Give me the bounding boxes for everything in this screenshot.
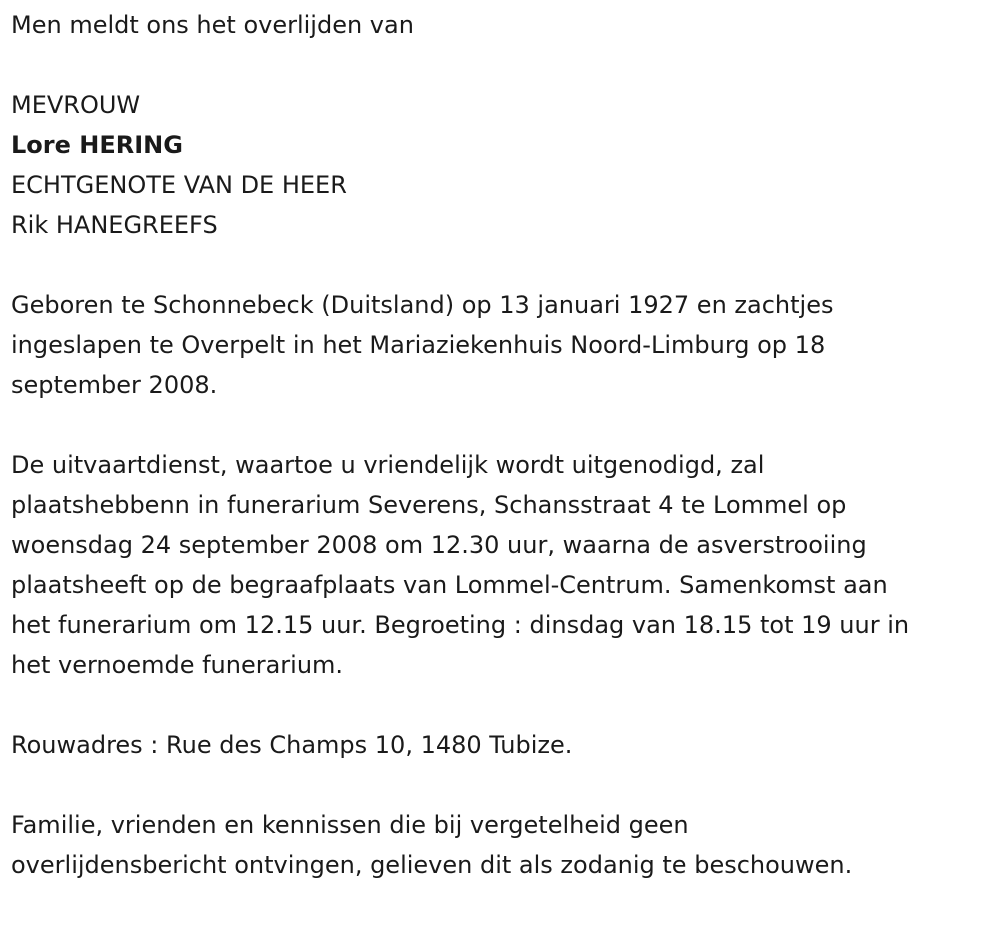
mourning-address: Rouwadres : Rue des Champs 10, 1480 Tubize. xyxy=(11,731,573,759)
title-prefix: MEVROUW xyxy=(11,91,141,119)
spacer xyxy=(11,405,1000,445)
closing-paragraph xyxy=(11,805,1000,885)
paragraph-line: De uitvaartdienst, waartoe u vriendelijk wordt uitgenodigd, zal xyxy=(11,451,765,479)
paragraph-line: het funerarium om 12.15 uur. Begroeting : dinsdag van 18.15 tot 19 uur in xyxy=(11,611,910,639)
paragraph-line: plaatshebbenn in funerarium Severens, Schansstraat 4 te Lommel op xyxy=(11,491,847,519)
paragraph-line: plaatsheeft op de begraafplaats van Lommel-Centrum. Samenkomst aan xyxy=(11,571,888,599)
paragraph-line: Familie, vrienden en kennissen die bij vergetelheid geen xyxy=(11,811,689,839)
birth-death-paragraph xyxy=(11,285,1000,405)
paragraph-line: ingeslapen te Overpelt in het Mariaziekenhuis Noord-Limburg op 18 xyxy=(11,331,826,359)
deceased-name: Lore HERING xyxy=(11,131,183,159)
paragraph-line: het vernoemde funerarium. xyxy=(11,651,344,679)
spacer xyxy=(11,45,1000,85)
paragraph-line: Geboren te Schonnebeck (Duitsland) op 13 januari 1927 en zachtjes xyxy=(11,291,834,319)
intro-text: Men meldt ons het overlijden van xyxy=(11,11,414,39)
ceremony-paragraph xyxy=(11,445,1000,685)
spacer xyxy=(11,765,1000,805)
spacer xyxy=(11,685,1000,725)
spacer xyxy=(11,245,1000,285)
paragraph-line: woensdag 24 september 2008 om 12.30 uur, waarna de asverstrooiing xyxy=(11,531,867,559)
paragraph-line: september 2008. xyxy=(11,371,218,399)
paragraph-line: overlijdensbericht ontvingen, gelieven dit als zodanig te beschouwen. xyxy=(11,851,853,879)
relation-text: ECHTGENOTE VAN DE HEER xyxy=(11,171,347,199)
spouse-name: Rik HANEGREEFS xyxy=(11,211,218,239)
